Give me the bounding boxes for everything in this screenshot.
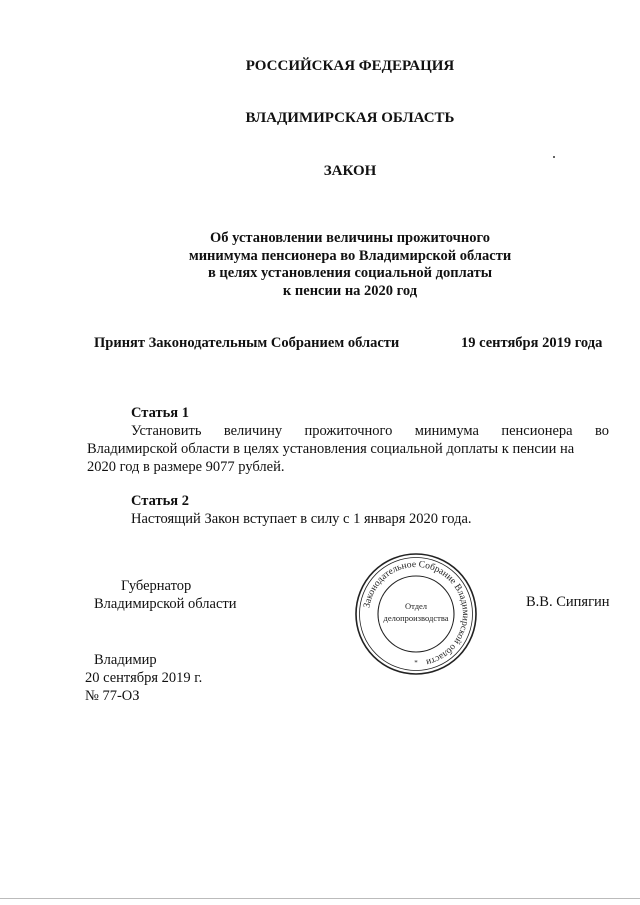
adopted-by: Принят Законодательным Собранием области (94, 335, 400, 351)
document-type-heading: ЗАКОН (323, 163, 377, 179)
article-1-line: 2020 год в размере 9077 рублей. (87, 459, 285, 475)
law-title (30, 230, 640, 300)
stamp-center-line: Отдел (404, 601, 428, 611)
footer-number: № 77-ОЗ (85, 688, 140, 704)
stamp-center-line: делопроизводства (383, 613, 449, 623)
article-1-line: Владимирской области в целях установления социальной доплаты к пенсии на (87, 441, 575, 457)
signatory-region: Владимирской области (94, 596, 237, 612)
official-stamp (354, 552, 478, 676)
adoption-date: 19 сентября 2019 года (461, 335, 603, 351)
law-title-line: минимума пенсионера во Владимирской области (188, 247, 512, 264)
law-title-line: в целях установления социальной доплаты (207, 265, 493, 281)
region-heading: ВЛАДИМИРСКАЯ ОБЛАСТЬ (245, 110, 455, 126)
article-2-text: Настоящий Закон вступает в силу с 1 января 2020 года. (131, 511, 472, 527)
article-1-heading: Статья 1 (131, 405, 189, 421)
star-icon: * (414, 659, 418, 667)
country-heading: РОССИЙСКАЯ ФЕДЕРАЦИЯ (245, 58, 455, 74)
article-1-line: Установить величину прожиточного минимума пенсионера во (131, 423, 609, 439)
signatory-name: В.В. Сипягин (526, 594, 610, 610)
law-title-line: к пенсии на 2020 год (282, 282, 418, 299)
footer-city: Владимир (94, 652, 157, 668)
law-title-line: Об установлении величины прожиточного (210, 230, 490, 246)
footer-date: 20 сентября 2019 г. (85, 670, 203, 686)
page-bottom-edge (0, 898, 640, 899)
scan-speck (553, 156, 555, 158)
article-2-heading: Статья 2 (131, 493, 189, 509)
signatory-position: Губернатор (121, 578, 192, 594)
stamp-ring-text: Законодательное Собрание Владимирской области (362, 559, 471, 667)
